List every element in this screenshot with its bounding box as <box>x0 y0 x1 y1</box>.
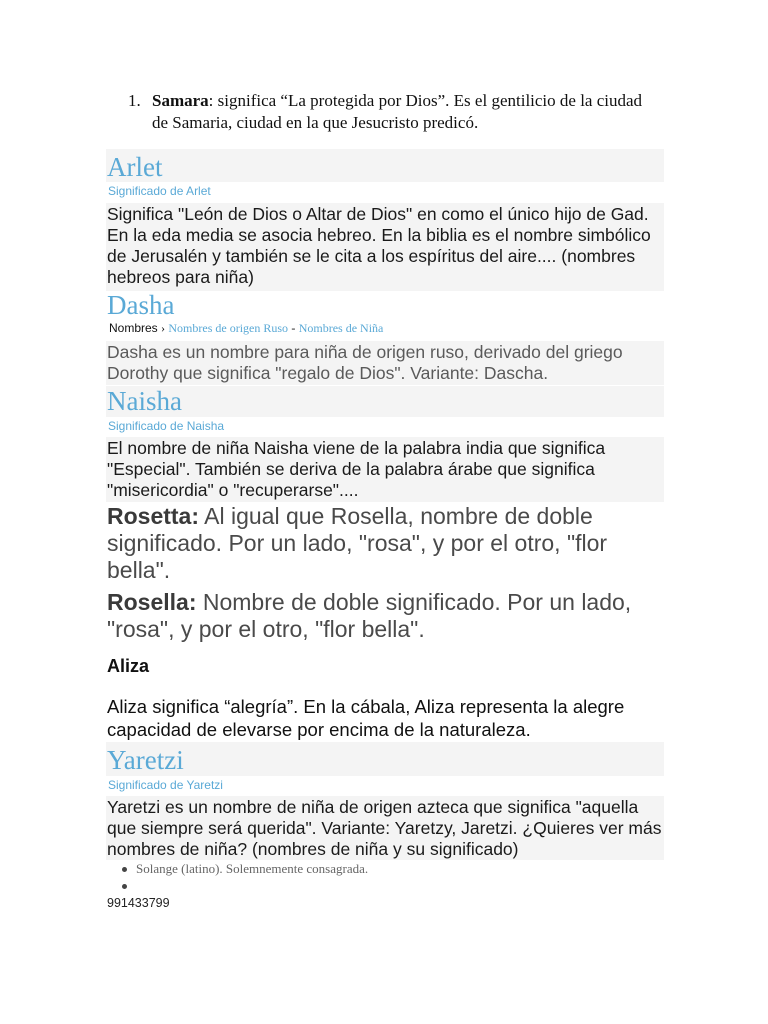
naisha-description: El nombre de niña Naisha viene de la palabra india que significa "Especial". También se deriva de la palabra árabe que significa "misericordia" o "recuperarse".... <box>107 438 606 500</box>
arlet-heading: Arlet <box>107 152 163 182</box>
arlet-heading-band <box>106 149 664 182</box>
bullet-dot-icon <box>122 867 127 872</box>
rosella-description: Nombre de doble significado. Por un lado, "rosa", y por el otro, "flor bella". <box>107 589 632 642</box>
naisha-heading-band <box>106 386 664 417</box>
breadcrumb-nombres-link[interactable]: Nombres <box>109 321 158 335</box>
dasha-description: Dasha es un nombre para niña de origen ruso, derivado del griego Dorothy que significa "regalo de Dios". Variante: Dascha. <box>107 342 623 383</box>
list-number: 1. <box>128 91 141 110</box>
yaretzi-heading-band <box>106 742 664 776</box>
naisha-heading: Naisha <box>107 386 182 416</box>
rosetta-name: Rosetta: <box>107 503 200 529</box>
rosetta-description: Al igual que Rosella, nombre de doble significado. Por un lado, "rosa", y por el otro, "flor bella". <box>107 503 608 583</box>
dasha-heading: Dasha <box>107 290 175 320</box>
samara-name: Samara <box>152 91 209 110</box>
naisha-meaning-link[interactable]: Significado de Naisha <box>108 419 225 433</box>
samara-text <box>106 90 646 134</box>
bullet-dot-icon <box>122 884 127 889</box>
aliza-description: Aliza significa “alegría”. En la cábala, Aliza representa la alegre capacidad de elevarse por encima de la naturaleza. <box>107 696 625 740</box>
list-item <box>118 878 368 895</box>
breadcrumb-gender-link[interactable]: Nombres de Niña <box>298 321 384 335</box>
rosetta-entry <box>107 503 647 584</box>
breadcrumb-dash: - <box>291 321 296 335</box>
arlet-description: Significa "León de Dios o Altar de Dios" en como el único hijo de Gad. En la eda media se asocia hebreo. En la biblia es el nombre simbólico de Jerusalén y también se le cita a los espíritus del aire.... (nombres hebreos para niña) <box>107 204 651 287</box>
yaretzi-meaning-link[interactable]: Significado de Yaretzi <box>108 778 223 792</box>
aliza-heading: Aliza <box>107 656 150 676</box>
bullet-list <box>118 861 368 895</box>
yaretzi-description: Yaretzi es un nombre de niña de origen azteca que significa "aquella que siempre será querida". Variante: Yaretzy, Jaretzi. ¿Quieres ver más nombres de niña? (nombres de niña y su significado) <box>107 797 662 859</box>
dasha-breadcrumb <box>109 321 383 336</box>
list-item <box>118 861 368 878</box>
breadcrumb-separator: › <box>161 321 166 335</box>
rosella-entry <box>107 589 647 643</box>
samara-list-item <box>106 90 646 134</box>
bullet-text: Solange (latino). Solemnemente consagrada. <box>136 861 369 876</box>
phone-number: 991433799 <box>107 896 170 910</box>
arlet-meaning-link[interactable]: Significado de Arlet <box>108 184 211 198</box>
samara-description: : significa “La protegida por Dios”. Es el gentilicio de la ciudad de Samaria, ciudad en la que Jesucristo predicó. <box>152 91 643 132</box>
breadcrumb-origin-link[interactable]: Nombres de origen Ruso <box>168 321 289 335</box>
yaretzi-heading: Yaretzi <box>107 745 184 775</box>
rosella-name: Rosella: <box>107 589 197 615</box>
